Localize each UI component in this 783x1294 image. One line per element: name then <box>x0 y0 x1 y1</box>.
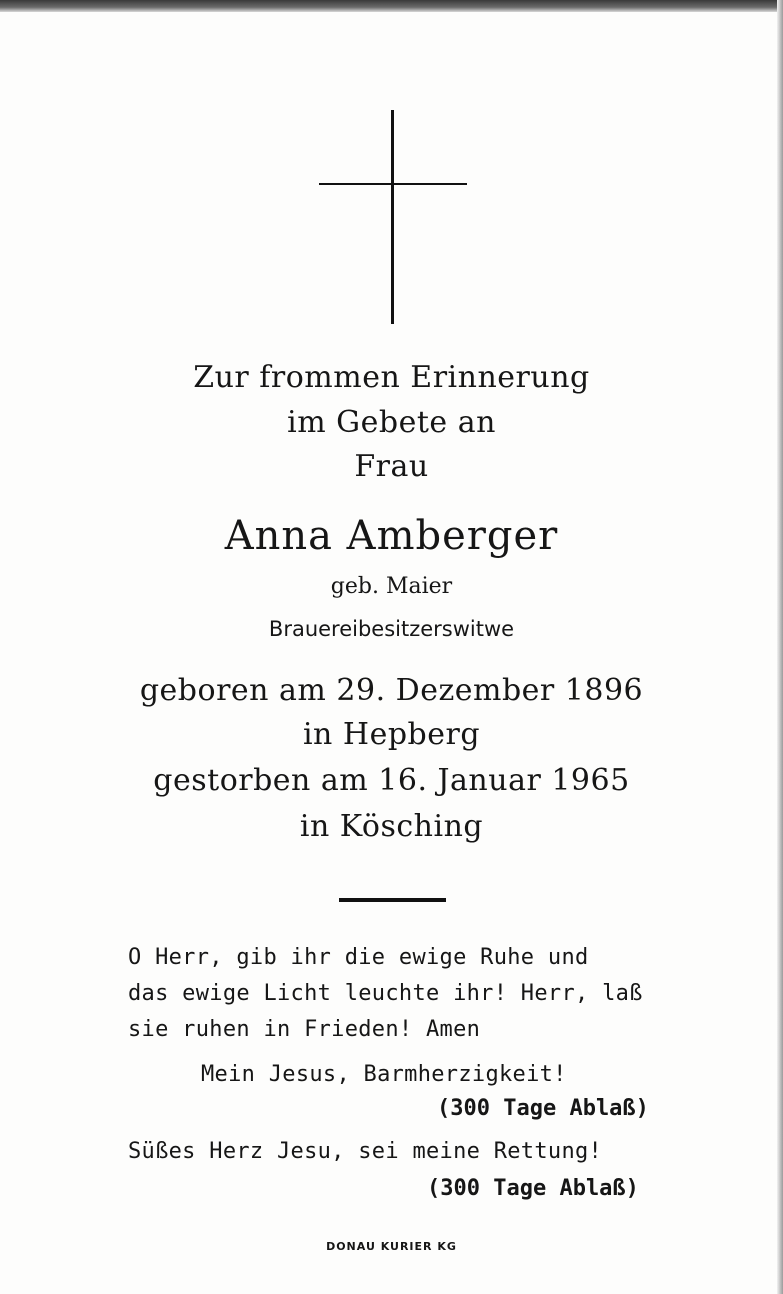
death-place: in Kösching <box>299 809 484 844</box>
prayer-line-2: das ewige Licht leuchte ihr! Herr, laß <box>128 981 643 1006</box>
maiden-name: geb. Maier <box>330 574 453 599</box>
prayer-line-1: O Herr, gib ihr die ewige Ruhe und <box>128 945 589 970</box>
scan-right-edge <box>777 0 783 1294</box>
intro-line-2: im Gebete an <box>287 405 496 440</box>
invocation-1: Mein Jesus, Barmherzigkeit! <box>201 1062 567 1087</box>
deceased-name: Anna Amberger <box>224 513 559 559</box>
indulgence-2: (300 Tage Ablaß) <box>427 1176 639 1201</box>
intro-line-3: Frau <box>354 449 429 484</box>
scan-top-edge <box>0 0 783 12</box>
occupation: Brauereibesitzerswitwe <box>268 617 515 641</box>
intro-line-1: Zur frommen Erinnerung <box>193 360 590 395</box>
death-date: gestorben am 16. Januar 1965 <box>153 763 630 798</box>
printer-imprint: DONAU KURIER KG <box>326 1240 457 1253</box>
birth-date: geboren am 29. Dezember 1896 <box>139 673 644 708</box>
indulgence-1: (300 Tage Ablaß) <box>437 1096 649 1121</box>
birth-place: in Hepberg <box>302 717 481 752</box>
cross-vertical-bar <box>391 110 394 324</box>
cross-horizontal-bar <box>319 183 467 185</box>
divider-line <box>339 898 446 902</box>
prayer-line-3: sie ruhen in Frieden! Amen <box>128 1017 481 1042</box>
invocation-2: Süßes Herz Jesu, sei meine Rettung! <box>128 1139 603 1164</box>
